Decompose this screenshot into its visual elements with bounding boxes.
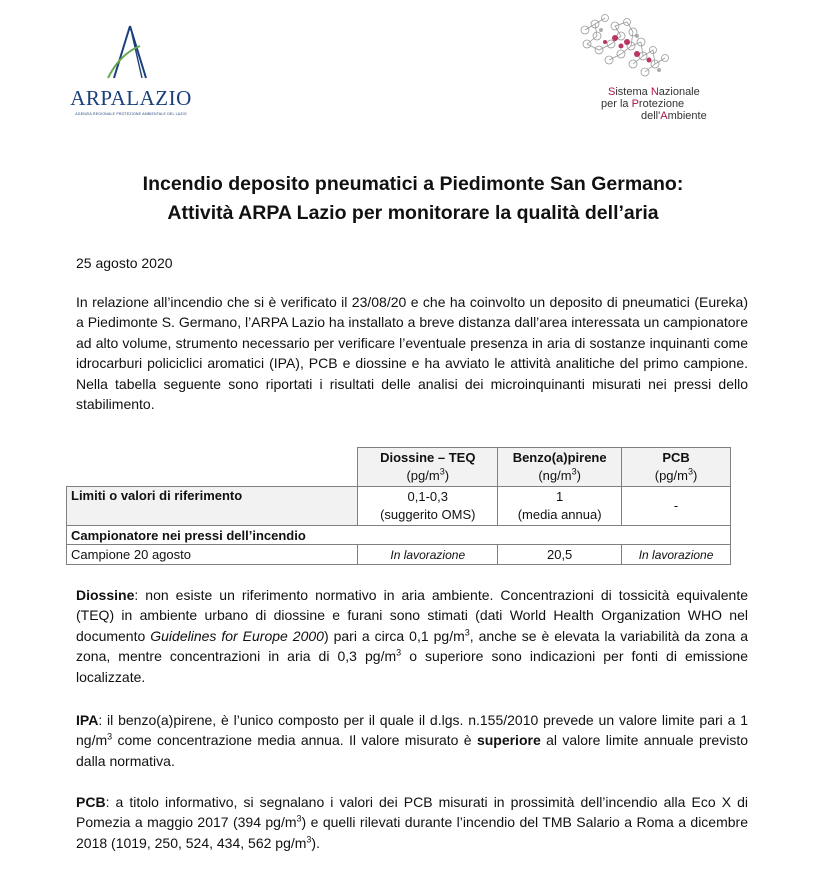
table-row <box>67 545 731 565</box>
snpa-line-2: per la Protezione <box>601 98 685 110</box>
header-diossine: Diossine – TEQ $(pg/m^3)$ <box>358 448 498 487</box>
arpa-mountain-icon <box>106 24 156 82</box>
table-header-row <box>67 448 731 487</box>
snpa-hexagon-icon <box>575 14 745 86</box>
snpa-logo <box>575 14 745 124</box>
sample-diossine: In lavorazione <box>358 545 498 565</box>
ipa-paragraph: IPA: il benzo(a)pirene, è l’unico composto per il quale il d.lgs. n.155/2010 prevede un valore limite pari a 1 $ng/m^3$ come concentrazione media annua. Il valore misurato è superiore al valore limite annuale previsto dalla normativa. <box>76 712 748 769</box>
guidelines-reference: Guidelines for Europe 2000 <box>150 627 324 644</box>
section-label: Campionatore nei pressi dell’incendio <box>67 526 731 545</box>
header-empty-cell <box>67 448 358 487</box>
reference-label: Limiti o valori di riferimento <box>67 487 358 526</box>
reference-pcb: - <box>622 487 731 526</box>
title-line-1: Incendio deposito pneumatici a Piedimonte San Germano: <box>142 173 684 195</box>
date: 25 agosto 2020 <box>76 255 173 271</box>
pcb-paragraph: PCB: a titolo informativo, si segnalano i valori dei PCB misurati in prossimità dell’incendio alla Eco X di Pomezia a maggio 2017 (394 $pg/m^3$) e quelli rilevati durante l’incendio del TMB Salario a Roma a dicembre 2018 (1019, 250, 524, 434, 562 $pg/m^3$). <box>76 794 748 851</box>
diossine-term: Diossine <box>76 587 135 603</box>
sample-bap: 20,5 <box>498 545 622 565</box>
logo-subtitle: AGENZIA REGIONALE PROTEZIONE AMBIENTALE DEL LAZIO <box>75 112 187 116</box>
page-title <box>60 170 766 228</box>
reference-bap: 1 (media annua) <box>498 487 622 526</box>
intro-paragraph: In relazione all’incendio che si è verificato il 23/08/20 e che ha coinvolto un deposito di pneumatici (Eureka) a Piedimonte S. Germano, l’ARPA Lazio ha installato a breve distanza dall’area interessata un campionatore ad alto volume, strumento necessario per verificare l’eventuale presenza in aria di sostanze inquinanti come idrocarburi policiclici aromatici (IPA), PCB e diossine e ha avviato le attività analitiche del primo campione. Nella tabella seguente sono riportati i risultati delle analisi dei microinquinanti misurati nei pressi dello stabilimento. <box>76 294 748 413</box>
logo-name: ARPALAZIO <box>70 86 192 110</box>
reference-row <box>67 487 731 526</box>
arpa-lazio-logo <box>66 24 196 119</box>
reference-diossine: 0,1-0,3 (suggerito OMS) <box>358 487 498 526</box>
results-table <box>66 447 731 565</box>
superiore-emphasis: superiore <box>476 732 541 749</box>
header-bap: Benzo(a)pirene $(ng/m^3)$ <box>498 448 622 487</box>
header-pcb: PCB $(pg/m^3)$ <box>622 448 731 487</box>
title-line-2: Attività ARPA Lazio per monitorare la qualità dell’aria <box>167 202 659 224</box>
ipa-term: IPA <box>76 712 99 728</box>
pcb-term: PCB <box>76 794 106 810</box>
section-row <box>67 526 731 545</box>
snpa-line-1: Sistema Nazionale <box>608 86 700 98</box>
diossine-paragraph: Diossine: non esiste un riferimento normativo in aria ambiente. Concentrazioni di tossicità equivalente (TEQ) in ambiente urbano di diossine e furani sono stimati (dati World Health Organization WHO nel documento Guidelines for Europe 2000) pari a circa 0,1 $pg/m^3$, anche se è elevata la variabilità da zona a zona, mentre concentrazioni in aria di 0,3 $pg/m^3$ o superiore sono indicazioni per fonti di emissione localizzate. <box>76 587 749 685</box>
sample-pcb: In lavorazione <box>622 545 731 565</box>
snpa-line-3: dell'Ambiente <box>641 110 707 122</box>
sample-label: Campione 20 agosto <box>67 545 358 565</box>
